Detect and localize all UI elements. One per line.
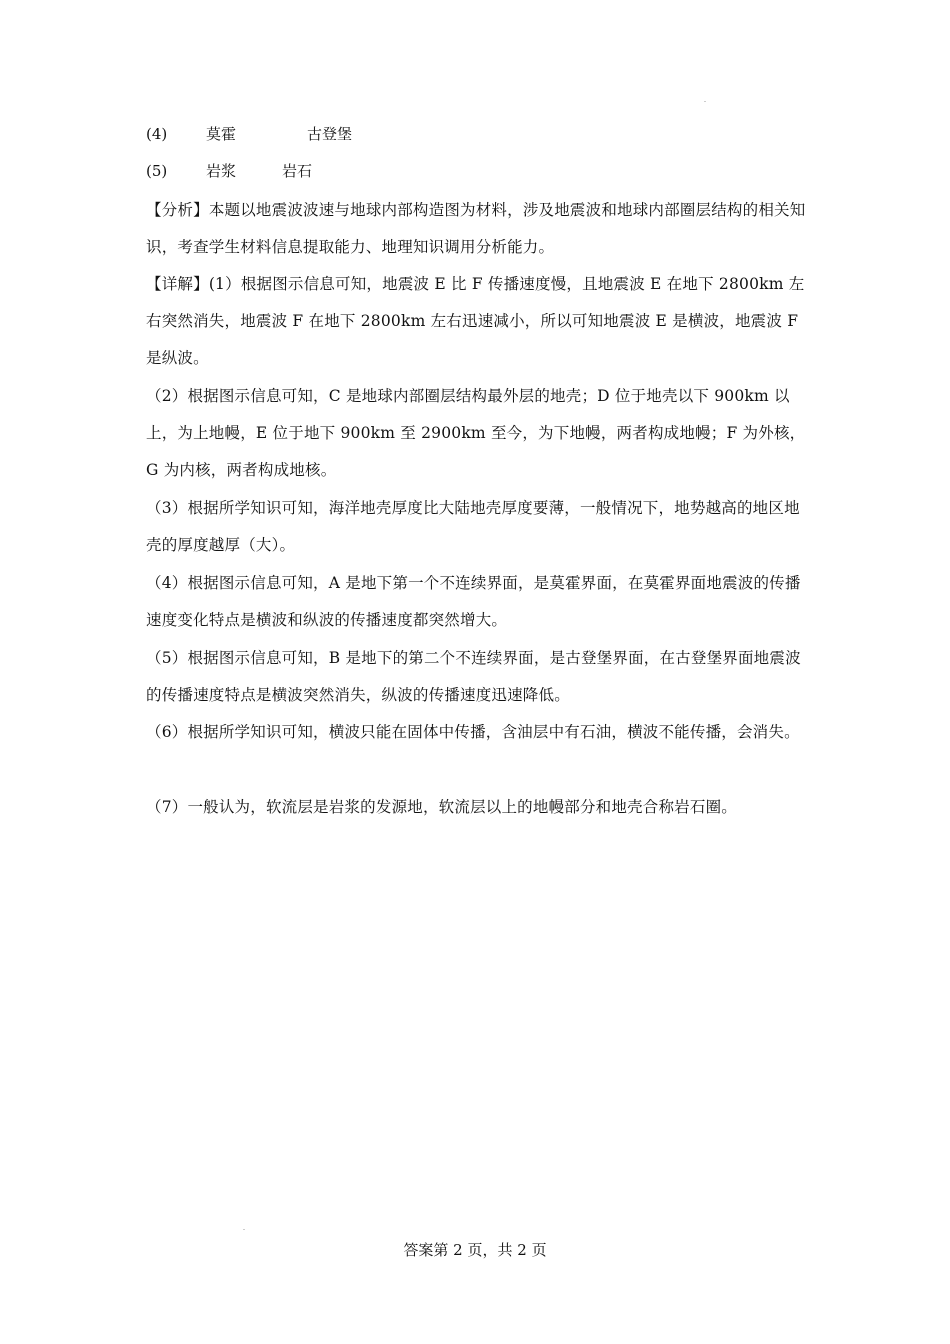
detail-item-3 xyxy=(146,490,814,564)
detail-item-7 xyxy=(146,789,814,826)
answer-blank-a: 莫霍 xyxy=(206,125,237,143)
scan-speck xyxy=(243,1229,245,1230)
answer-blank-b: 古登堡 xyxy=(307,125,353,143)
answer-row-5 xyxy=(146,159,446,183)
answer-row-4 xyxy=(146,122,446,146)
page-footer: 答案第 2 页，共 2 页 xyxy=(403,1241,547,1259)
detail-item-2 xyxy=(146,378,814,490)
detail-text: （7）一般认为，软流层是岩浆的发源地，软流层以上的地幔部分和地壳合称岩石圈。 xyxy=(146,798,737,816)
analysis-paragraph xyxy=(146,192,814,266)
detail-text: （4）根据图示信息可知，A 是地下第一个不连续界面，是莫霍界面，在莫霍界面地震波的传播速度变化特点是横波和纵波的传播速度都突然增大。 xyxy=(146,574,801,630)
answer-number: (4) xyxy=(146,125,168,143)
answer-blank-a: 岩浆 xyxy=(206,162,237,180)
detail-text: （5）根据图示信息可知，B 是地下的第二个不连续界面，是古登堡界面，在古登堡界面地震波的传播速度特点是横波突然消失，纵波的传播速度迅速降低。 xyxy=(146,649,801,705)
detail-text: （3）根据所学知识可知，海洋地壳厚度比大陆地壳厚度要薄，一般情况下，地势越高的地区地壳的厚度越厚（大）。 xyxy=(146,499,800,555)
detail-item-5 xyxy=(146,640,814,714)
detail-item-4 xyxy=(146,565,814,639)
answer-blank-b: 岩石 xyxy=(282,162,313,180)
analysis-tag: 【分析】 xyxy=(146,201,209,219)
detail-item-1 xyxy=(146,266,814,378)
scan-speck xyxy=(704,101,706,102)
detail-tag: 【详解】 xyxy=(146,275,209,293)
answer-number: (5) xyxy=(146,162,168,180)
analysis-text: 本题以地震波波速与地球内部构造图为材料，涉及地震波和地球内部圈层结构的相关知识，考查学生材料信息提取能力、地理知识调用分析能力。 xyxy=(146,201,806,257)
detail-text: （2）根据图示信息可知，C 是地球内部圈层结构最外层的地壳；D 位于地壳以下 900km 以上，为上地幔，E 位于地下 900km 至 2900km 至今，为下地幔，两者构成地幔；F 为外核，G 为内核，两者构成地核。 xyxy=(146,387,806,480)
detail-text: （6）根据所学知识可知，横波只能在固体中传播，含油层中有石油，横波不能传播，会消失。 xyxy=(146,723,800,741)
detail-item-6 xyxy=(146,714,814,751)
detail-text: (1）根据图示信息可知，地震波 E 比 F 传播速度慢，且地震波 E 在地下 2800km 左右突然消失，地震波 F 在地下 2800km 左右迅速减小，所以可知地震波 E 是横波，地震波 F 是纵波。 xyxy=(146,275,805,368)
